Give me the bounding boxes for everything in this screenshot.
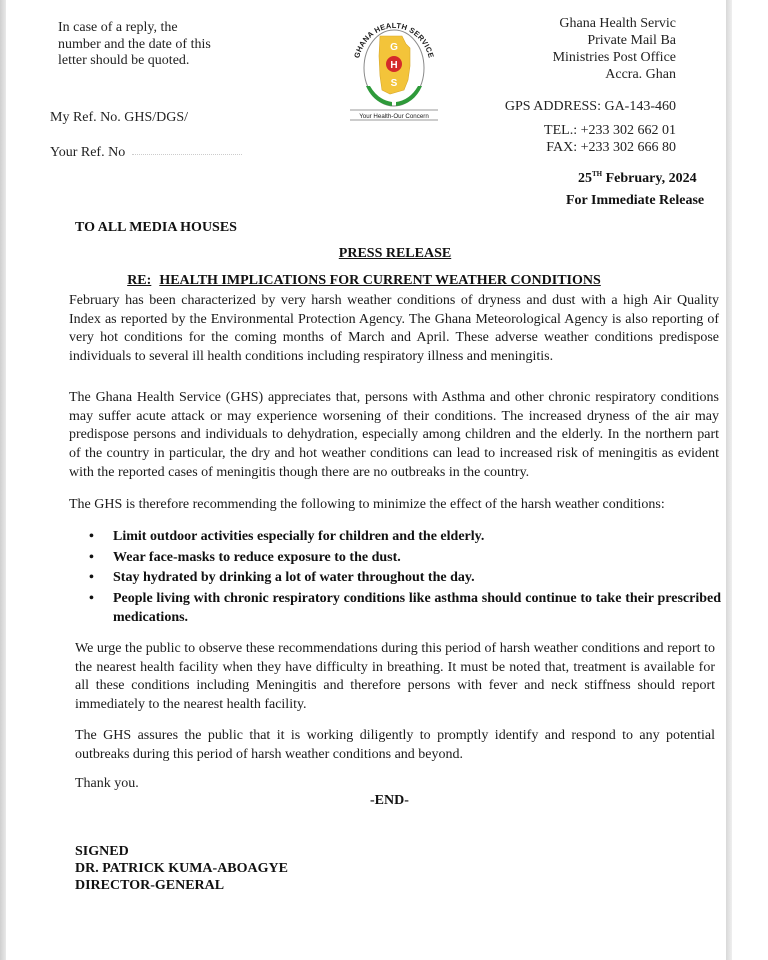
- reply-note-line: letter should be quoted.: [58, 53, 190, 68]
- thanks-line: Thank you.: [75, 776, 139, 791]
- logo-tagline: Your Health-Our Concern: [359, 113, 429, 120]
- addressee: TO ALL MEDIA HOUSES: [75, 220, 237, 235]
- recommendation-text: Limit outdoor activities especially for children and the elderly.: [113, 529, 485, 544]
- page-right-margin: [726, 0, 768, 960]
- address-line: Private Mail Ba: [587, 33, 676, 48]
- paragraph-ghs-assurance: The GHS assures the public that it is working diligently to promptly identify and respond to any potential outbreaks during this period of harsh weather conditions and beyond.: [75, 728, 715, 762]
- paragraph-public-urge: We urge the public to observe these recommendations during this period of harsh weather conditions and report to the nearest health facility when they have difficulty in breathing. It must be noted that, treatment is available for all these conditions including Meningitis and therefore persons with fever and neck stiffness should report immediately to the nearest health facility.: [75, 641, 715, 713]
- paragraph-ghs-appreciation: The Ghana Health Service (GHS) appreciates that, persons with Asthma and other chronic respiratory conditions may suffer acute attack or may experience worsening of their conditions. The increased dryness of the air may predispose persons and individuals to dehydration, especially among children and the elderly. In the northern part of the country in particular, the dry and hot weather conditions can lead to increased risk of meningitis as evident with the reported cases of meningitis though there are no outbreaks in the country.: [69, 390, 719, 480]
- subject-line: [0, 273, 728, 289]
- logo-letter-g: G: [390, 42, 398, 53]
- date-suffix: TH: [592, 170, 603, 178]
- reply-note-line: In case of a reply, the: [58, 20, 178, 35]
- address-block: [553, 15, 676, 83]
- my-ref-number: My Ref. No. GHS/DGS/: [50, 110, 189, 125]
- recommendation-item: [89, 568, 721, 589]
- gps-address: GPS ADDRESS: GA-143-460: [504, 99, 676, 114]
- recommendation-text: People living with chronic respiratory conditions like asthma should continue to take their prescribed medications.: [113, 590, 721, 625]
- bullet-icon: •: [89, 549, 94, 565]
- your-ref-number: Your Ref. No: [50, 145, 126, 157]
- subject-prefix: RE:: [127, 273, 152, 288]
- page-right-edge: [726, 0, 732, 960]
- logo-arc-text: GHANA HEALTH SERVICE: [352, 20, 436, 60]
- recommendation-text: Wear face-masks to reduce exposure to the dust.: [113, 549, 401, 565]
- document-title: PRESS RELEASE: [338, 246, 452, 261]
- recommendation-item: [89, 589, 721, 627]
- logo-letter-s: S: [390, 78, 398, 89]
- signature-block: [75, 843, 288, 894]
- contact-block: [544, 123, 676, 156]
- recommendation-item: [89, 548, 721, 569]
- date-day: 25: [578, 171, 592, 186]
- bullet-icon: •: [89, 570, 94, 585]
- immediate-release-label: For Immediate Release: [566, 193, 705, 208]
- release-date: [578, 170, 697, 187]
- reply-note-line: number and the date of this: [58, 36, 211, 52]
- signatory-name: DR. PATRICK KUMA-ABOAGYE: [75, 861, 288, 876]
- paragraph-recommendation-lead: The GHS is therefore recommending the following to minimize the effect of the harsh weather conditions:: [69, 497, 665, 512]
- logo-letter-h: H: [390, 60, 398, 71]
- fax-number: FAX: +233 302 666 80: [546, 139, 676, 155]
- address-line: Ghana Health Servic: [559, 16, 676, 31]
- bullet-icon: •: [89, 529, 94, 544]
- date-month-year: February, 2024: [602, 171, 697, 186]
- recommendations-list: [89, 527, 721, 627]
- signed-label: SIGNED: [75, 844, 129, 859]
- signatory-role: DIRECTOR-GENERAL: [75, 878, 225, 893]
- tel-number: TEL.: +233 302 662 01: [544, 123, 676, 138]
- bullet-icon: •: [89, 590, 94, 606]
- recommendation-item: [89, 527, 721, 548]
- paragraph-intro: February has been characterized by very harsh weather conditions of dryness and dust with a high Air Quality Index as reported by the Environmental Protection Agency. The Ghana Meteorological Agency is also reporting of very hot conditions for the coming months of March and April. These adverse weather conditions predispose individuals to several ill health conditions including respiratory illness and meningitis.: [69, 293, 719, 365]
- subject-text: HEALTH IMPLICATIONS FOR CURRENT WEATHER CONDITIONS: [159, 273, 601, 288]
- end-marker: -END-: [370, 793, 409, 808]
- recommendation-text: Stay hydrated by drinking a lot of water throughout the day.: [113, 570, 475, 585]
- address-line: Accra. Ghan: [605, 67, 676, 82]
- address-line: Ministries Post Office: [552, 50, 676, 65]
